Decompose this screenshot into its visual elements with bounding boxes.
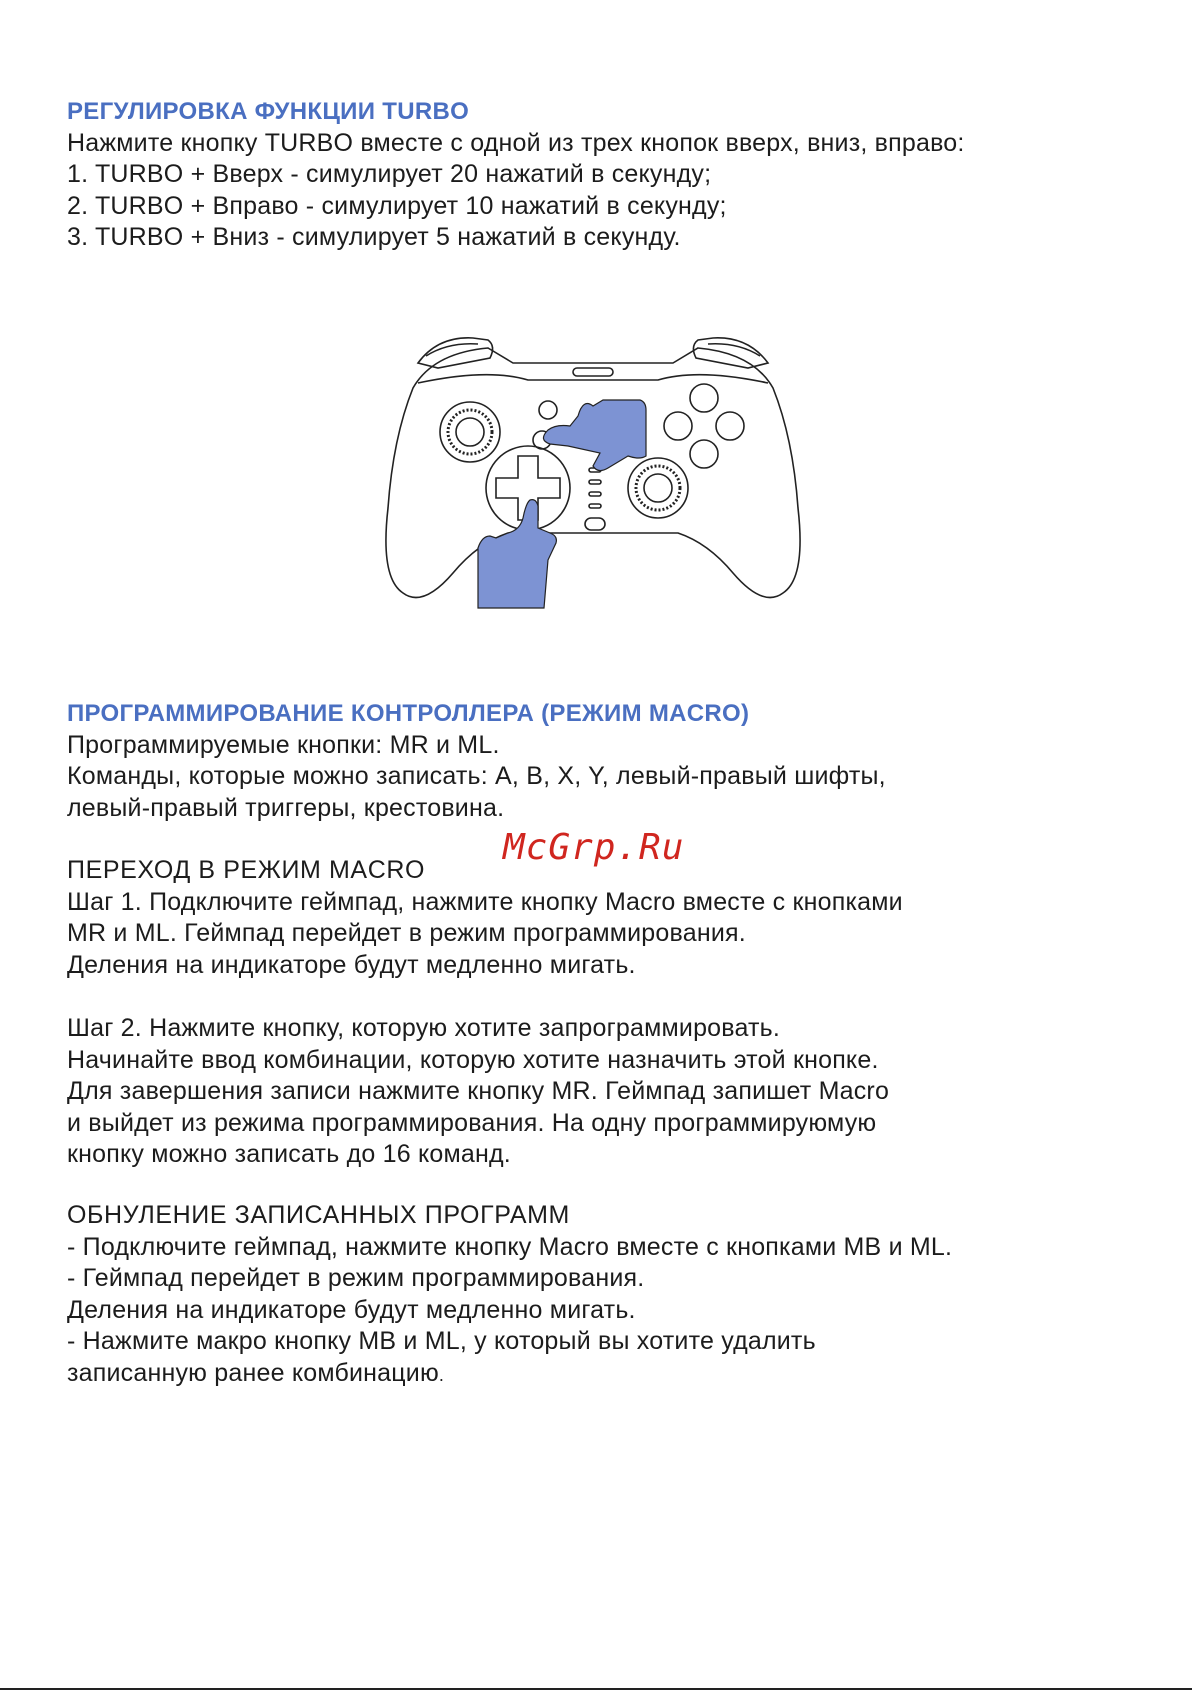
- turbo-item-1: 1. TURBO + Вверх - симулирует 20 нажатий в секунду;: [67, 160, 712, 188]
- reset-line-4: - Нажмите макро кнопку MB и ML, у который вы хотите удалить: [67, 1327, 816, 1355]
- macro-heading: ПРОГРАММИРОВАНИЕ КОНТРОЛЛЕРА (РЕЖИМ MACRO): [67, 700, 750, 727]
- reset-line-1: - Подключите геймпад, нажмите кнопку Macro вместе с кнопками MB и ML.: [67, 1232, 953, 1261]
- macro-line-2: Команды, которые можно записать: A, B, X, Y, левый-правый шифты,: [67, 762, 886, 790]
- reset-last-text: записанную ранее комбинацию: [67, 1358, 439, 1387]
- watermark: McGrp.Ru: [503, 827, 685, 868]
- face-button-y: [690, 384, 718, 412]
- face-button-b: [716, 412, 744, 440]
- step1-line-2: MR и ML. Геймпад перейдет в режим программирования.: [67, 919, 746, 947]
- turbo-heading: РЕГУЛИРОВКА ФУНКЦИИ TURBO: [67, 98, 470, 125]
- step2-line-1: Шаг 2. Нажмите кнопку, которую хотите запрограммировать.: [67, 1014, 781, 1042]
- macro-line-3: левый-правый триггеры, крестовина.: [67, 793, 505, 822]
- face-button-a: [690, 440, 718, 468]
- reset-last-dot: .: [438, 1364, 445, 1385]
- reset-line-3: Деления на индикаторе будут медленно мигать.: [67, 1295, 636, 1324]
- reset-line-5: [67, 1358, 1147, 1392]
- right-bumper: [693, 338, 768, 368]
- turbo-item-3: 3. TURBO + Вниз - симулирует 5 нажатий в секунду.: [67, 223, 681, 251]
- turbo-intro: Нажмите кнопку TURBO вместе с одной из трех кнопок вверх, вниз, вправо:: [67, 128, 965, 157]
- gamepad-illustration: [378, 328, 808, 658]
- turbo-item-2: 2. TURBO + Вправо - симулирует 10 нажатий в секунду;: [67, 191, 727, 220]
- step1-line-3: Деления на индикаторе будут медленно мигать.: [67, 950, 636, 979]
- turbo-section: [67, 96, 1147, 254]
- macro-section: [67, 698, 1147, 824]
- reset-section: [67, 1200, 1147, 1391]
- enter-macro-section: [67, 855, 1147, 1171]
- step2-line-4: и выйдет из режима программирования. На одну программируюмую: [67, 1108, 877, 1137]
- step2-line-3: Для завершения записи нажмите кнопку MR. Геймпад запишет Macro: [67, 1077, 890, 1105]
- reset-heading: ОБНУЛЕНИЕ ЗАПИСАННЫХ ПРОГРАММ: [67, 1201, 570, 1229]
- reset-line-2: - Геймпад перейдет в режим программирования.: [67, 1264, 645, 1292]
- macro-line-1: Программируемые кнопки: MR и ML.: [67, 730, 500, 759]
- face-button-x: [664, 412, 692, 440]
- step2-line-5: кнопку можно записать до 16 команд.: [67, 1140, 511, 1168]
- left-bumper: [418, 338, 493, 368]
- step2-line-2: Начинайте ввод комбинации, которую хотите назначить этой кнопке.: [67, 1045, 879, 1074]
- step1-line-1: Шаг 1. Подключите геймпад, нажмите кнопку Macro вместе с кнопками: [67, 887, 903, 916]
- enter-macro-heading: ПЕРЕХОД В РЕЖИМ MACRO: [67, 856, 426, 884]
